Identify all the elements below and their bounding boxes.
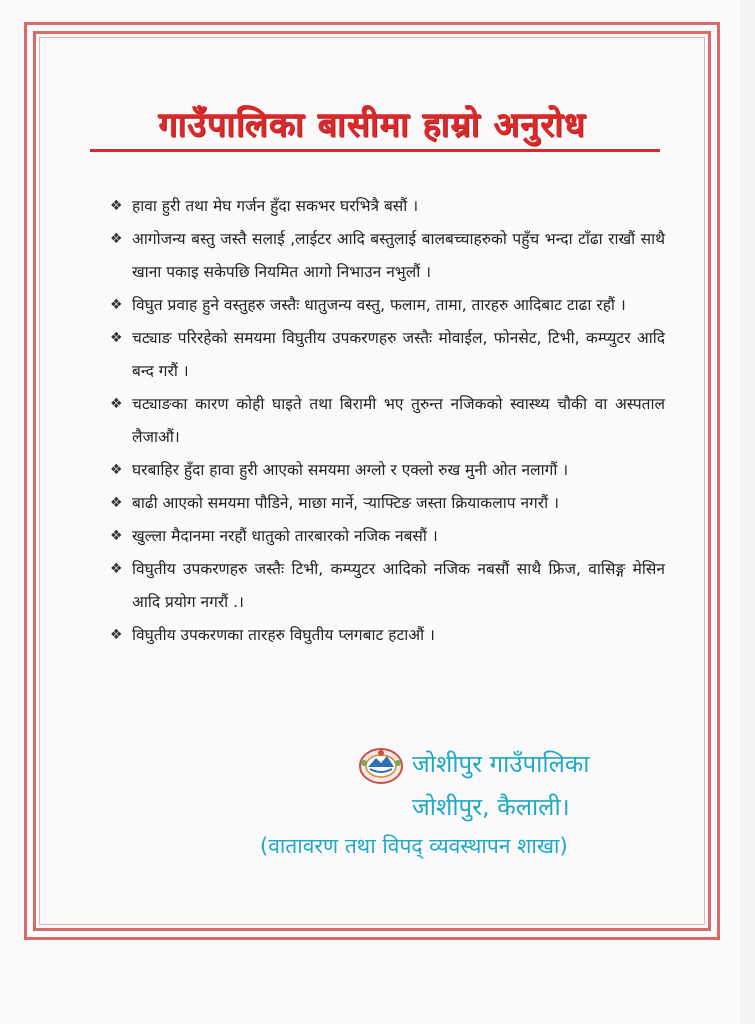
poster-title: गाउँपालिका बासीमा हाम्रो अनुरोध	[158, 105, 586, 145]
list-item: ❖ विघुतीय उपकरणका तारहरु विघुतीय प्लगबाट हटाऔं ।	[110, 619, 665, 652]
diamond-bullet-icon: ❖	[110, 198, 123, 214]
list-item: ❖ खुल्ला मैदानमा नरहौं धातुको तारबारको नजिक नबसौं ।	[110, 520, 665, 553]
list-item: ❖ चट्याङ परिरहेको समयमा विघुतीय उपकरणहरु जस्तैः मोवाईल, फोनसेट, टिभी, कम्प्युटर आदि बन्द गरौं ।	[110, 322, 665, 388]
diamond-bullet-icon: ❖	[110, 297, 123, 313]
list-item: ❖ चट्याङका कारण कोही घाइते तथा बिरामी भए तुरुन्त नजिकको स्वास्थ्य चौकी वा अस्पताल लैजाऔं।	[110, 388, 665, 454]
diamond-bullet-icon: ❖	[110, 495, 123, 511]
diamond-bullet-icon: ❖	[110, 528, 123, 544]
municipality-location: जोशीपुर, कैलाली।	[412, 793, 570, 821]
municipality-name: जोशीपुर गाउँपालिका	[412, 750, 590, 778]
title-underline	[90, 149, 660, 152]
diamond-bullet-icon: ❖	[110, 627, 123, 643]
list-item: ❖ विघुत प्रवाह हुने वस्तुहरु जस्तैः धातुजन्य वस्तु, फलाम, तामा, तारहरु आदिबाट टाढा रहौं ।	[110, 289, 665, 322]
diamond-bullet-icon: ❖	[110, 462, 123, 478]
list-item: ❖ हावा हुरी तथा मेघ गर्जन हुँदा सकभर घरभित्रै बसौं ।	[110, 190, 665, 223]
list-item: ❖ विघुतीय उपकरणहरु जस्तैः टिभी, कम्प्युटर आदिको नजिक नबसौं साथै फ्रिज, वासिङ्ग मेसिन आदि प्रयोग नगरौं .।	[110, 553, 665, 619]
diamond-bullet-icon: ❖	[110, 231, 123, 247]
department-name: (वातावरण तथा विपद् व्यवस्थापन शाखा)	[260, 834, 568, 858]
list-item: ❖ आगोजन्य बस्तु जस्तै सलाई ,लाईटर आदि बस्तुलाई बालबच्चाहरुको पहुँच भन्दा टाँढा राखौं साथै खाना पकाइ सकेपछि नियमित आगो निभाउन नभुलौं ।	[110, 223, 665, 289]
request-list	[110, 190, 665, 652]
nepal-emblem-icon	[358, 745, 404, 785]
diamond-bullet-icon: ❖	[110, 330, 123, 346]
diamond-bullet-icon: ❖	[110, 561, 123, 577]
list-item: ❖ बाढी आएको समयमा पौडिने, माछा मार्ने, र्‍याफ्टिङ जस्ता क्रियाकलाप नगरौं ।	[110, 487, 665, 520]
list-item: ❖ घरबाहिर हुँदा हावा हुरी आएको समयमा अग्लो र एक्लो रुख मुनी ओत नलागौं ।	[110, 454, 665, 487]
diamond-bullet-icon: ❖	[110, 396, 123, 412]
